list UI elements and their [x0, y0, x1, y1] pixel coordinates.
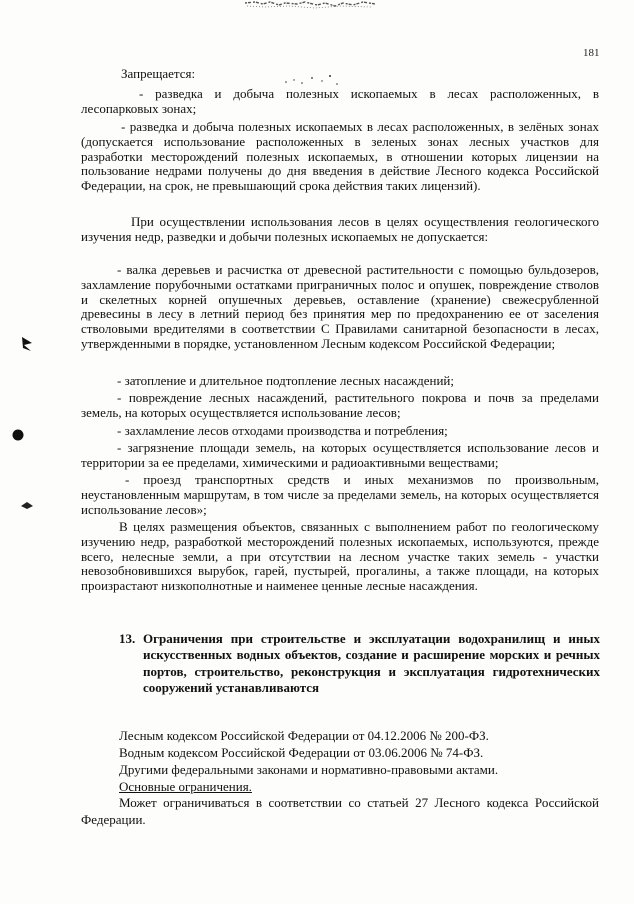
paragraph-prohibited-label: Запрещается: — [121, 66, 196, 81]
closing-paragraph: Может ограничиваться в соответствии со статьей 27 Лесного кодекса Российской Федерации. — [81, 795, 599, 827]
scan-noise — [245, 0, 375, 10]
paragraph-item: - повреждение лесных насаждений, растительного покрова и почв за пределами земель, на которых осуществляется использование лесов; — [81, 390, 599, 420]
paragraph-item: - разведка и добыча полезных ископаемых в лесах расположенных, в зелёных зонах (допускается использование расположенных в зеленых зонах лесных участков для разработки месторождений полезных ископаемых, в отношении которых лицензии на пользование недрами получены до дня введения в действие Лесного кодекса Российской Федерации, на срок, не превышающий срока действия таких лицензий). — [81, 119, 599, 194]
section-title: Ограничения при строительстве и эксплуатации водохранилищ и иных искусственных водных объектов, создание и расширение морских и речных портов, строительство, реконструкция и эксплуатация гидротехнических сооружений устанавливаются — [143, 631, 600, 695]
paragraph: При осуществлении использования лесов в целях осуществления геологического изучения недр, разведки и добычи полезных ископаемых не допускается: — [81, 214, 599, 244]
hole-punch-mark — [18, 333, 36, 355]
law-reference: Водным кодексом Российской Федерации от 03.06.2006 № 74-ФЗ. — [119, 745, 484, 760]
page-number: 181 — [583, 47, 600, 59]
law-reference: Другими федеральными законами и нормативно-правовыми актами. — [119, 762, 499, 777]
paragraph: В целях размещения объектов, связанных с выполнением работ по геологическому изучению недр, разработкой месторождений полезных ископаемых, используются, прежде всего, нелесные земли, а при отсутствии на лесном участке таких земель - участки невозобновившихся вырубок, гарей, пустырей, прогалины, а также площади, на которых произрастают низкополнотные и наименее ценные лесные насаждения. — [81, 519, 599, 594]
hole-punch-mark — [11, 428, 25, 442]
section-number: 13. — [119, 631, 136, 646]
paragraph-item: - загрязнение площади земель, на которых осуществляется использование лесов и территории за ее пределами, химическими и радиоактивными веществами; — [81, 440, 599, 470]
hole-punch-mark — [20, 500, 34, 512]
paragraph-item: - разведка и добыча полезных ископаемых в лесах расположенных, в лесопарковых зонах; — [81, 86, 599, 116]
paragraph-item: - затопление и длительное подтопление лесных насаждений; — [117, 373, 454, 388]
law-reference: Лесным кодексом Российской Федерации от 04.12.2006 № 200-ФЗ. — [119, 728, 489, 743]
paragraph-item: - захламление лесов отходами производства и потребления; — [117, 423, 448, 438]
subheading-main-restrictions: Основные ограничения. — [119, 779, 252, 794]
section-heading — [119, 631, 600, 696]
paragraph-item: - валка деревьев и расчистка от древесной растительности с помощью бульдозеров, захламление порубочными остатками приграничных полос и опушек, повреждение стволов и скелетных корней опушечных деревьев, оставление (хранение) свежесрубленной древесины в лесу в летний период без принятия мер по предохранению ее от заселения стволовыми вредителями в соответствии С Правилами санитарной безопасности в лесах, утвержденными в порядке, установленном Лесным кодексом Российской Федерации; — [81, 262, 599, 351]
paragraph-item: - проезд транспортных средств и иных механизмов по произвольным, неустановленным маршрутам, в том числе за пределами земель, на которых осуществляется использование лесов»; — [81, 472, 599, 517]
